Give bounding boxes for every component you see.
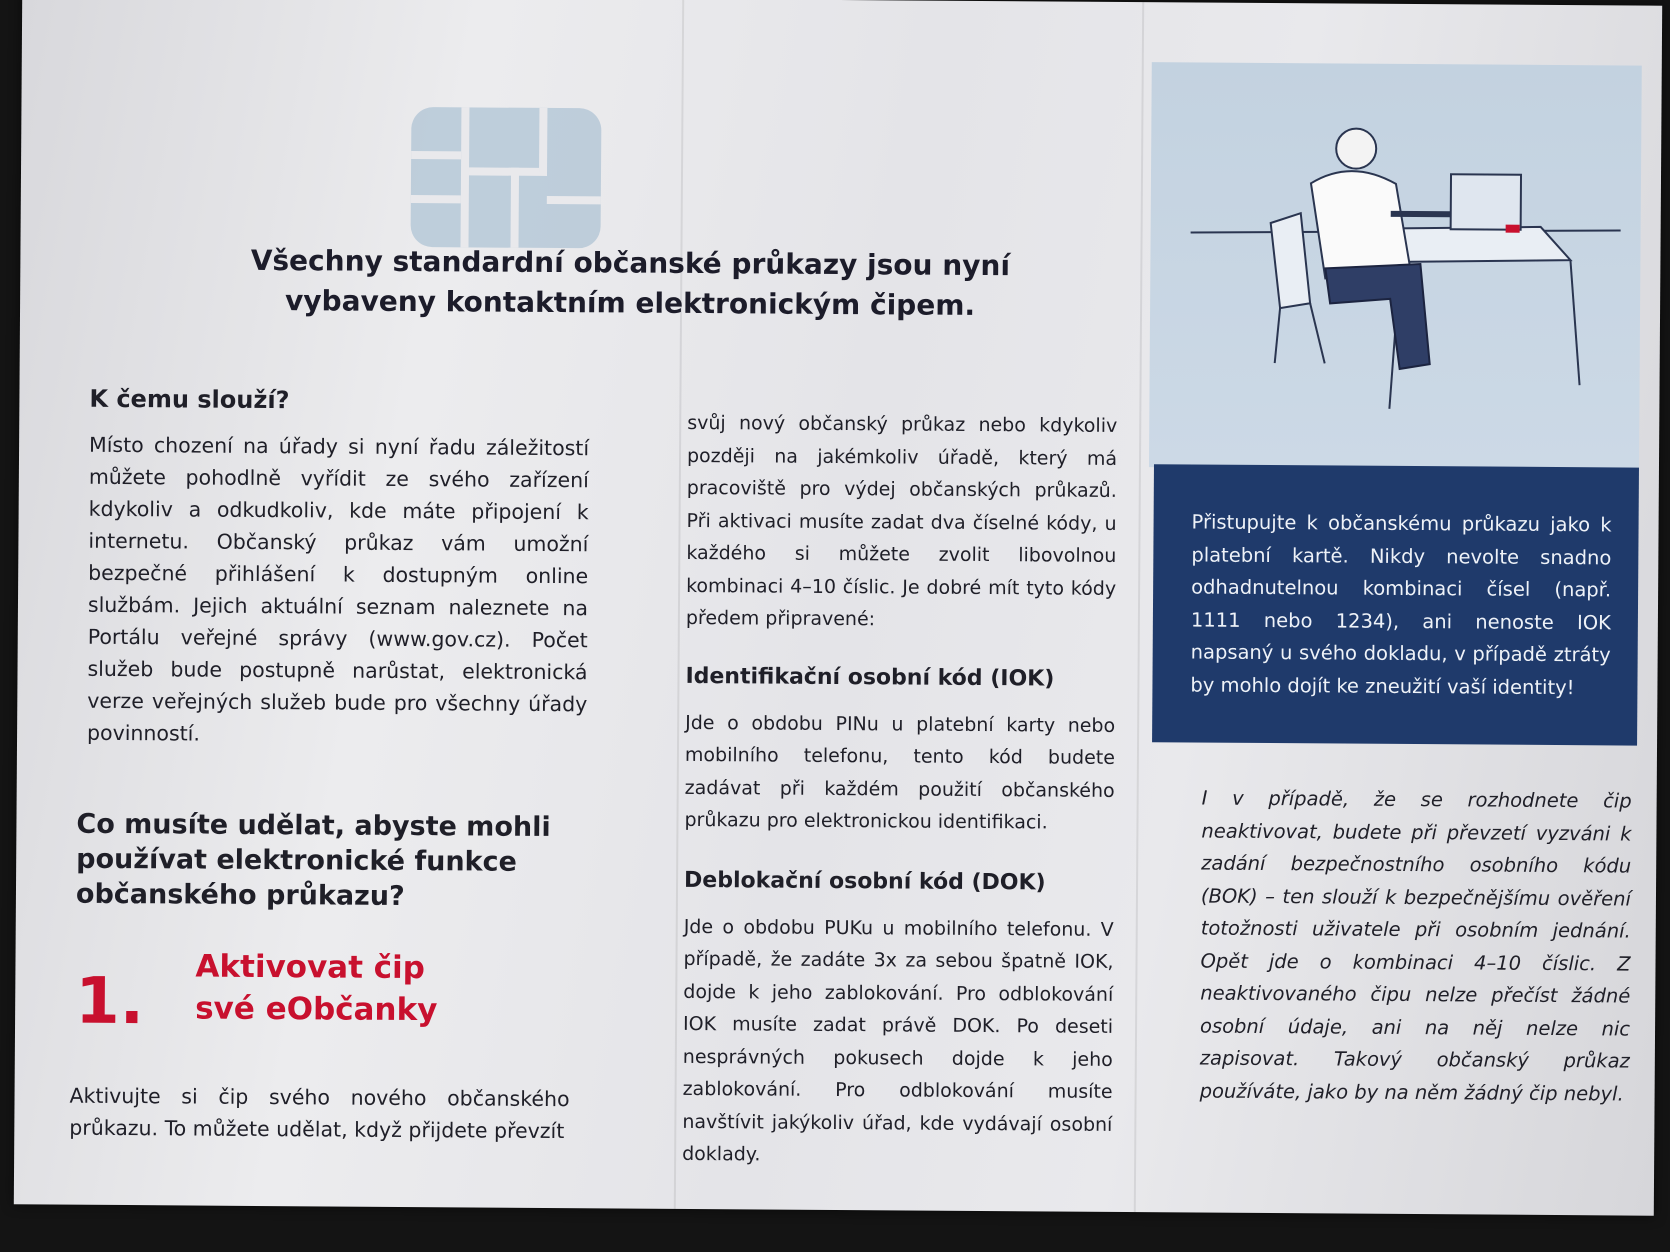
section-heading: K čemu slouží? [89, 384, 290, 415]
left-column [87, 383, 590, 752]
left-column-question [76, 807, 557, 915]
section-heading: Co musíte udělat, abyste mohli používat elektronické funkce občanského průkazu? [75, 808, 551, 912]
fold-line [1134, 2, 1144, 1212]
title-line: Všechny standardní občanské průkazy jsou nyní [250, 243, 1011, 283]
body-paragraph: Aktivujte si čip svého nového občanského průkazu. To můžete udělat, když přijdete převzít [69, 1083, 570, 1144]
body-paragraph: svůj nový občanský průkaz nebo kdykoliv později na jakémkoliv úřadě, který má pracoviště pro výdej občanských průkazů. Při aktivaci musíte zadat dva číselné kódy, u každého si můžete zvolit libovolnou kombinaci 4–10 číslic. Je dobré mít tyto kódy předem připravené: [685, 411, 1118, 631]
body-paragraph: Jde o obdobu PUKu u mobilního telefonu. V případě, že zadáte 3x za sebou špatně IOK, dojde k jeho zablokování. Pro odblokování IOK musíte zadat právě DOK. Po deseti nesprávných pokusech dojde k jeho zablokování. Pro odblokování musíte navštívit jakýkoliv úřad, kde vydávají osobní doklady. [682, 915, 1114, 1166]
body-paragraph: Jde o obdobu PINu u platební karty nebo mobilního telefonu, tento kód budete zadávat při každém použití občanského průkazu pro elektronickou identifikaci. [684, 711, 1116, 834]
section-heading: Deblokační osobní kód (DOK) [683, 867, 1046, 895]
leaflet-page [14, 0, 1662, 1216]
step-title [195, 946, 438, 1032]
step-title-line: své eObčanky [195, 990, 438, 1029]
chip-icon [410, 107, 601, 248]
body-paragraph: Místo chození na úřady si nyní řadu záležitostí můžete pohodlně vyřídit ze svého zařízení kdykoliv a odkudkoliv, kde máte připojení k internetu. Občanský průkaz vám umožní bezpečné přihlášení k dostupným online službám. Jejich aktuální seznam naleznete na Portálu veřejné správy (www.gov.cz). Počet služeb bude postupně narůstat, elektronická verze veřejných služeb bude pro všechny úřady povinností. [87, 432, 590, 746]
page-title [250, 241, 1011, 326]
step-title-line: Aktivovat čip [195, 948, 426, 987]
section-heading: Identifikační osobní kód (IOK) [685, 663, 1055, 692]
italic-note: I v případě, že se rozhodnete čip neaktivovat, budete při převzetí vyzváni k zadání bezpečnostního osobního kódu (BOK) – ten slouží k bezpečnějšímu ověření totožnosti uživatele při osobním jednání. Opět jde o kombinaci 4–10 číslic. Z neaktivovaného čipu nelze přečíst žádné osobní údaje, ani na něj nelze nic zapisovat. Takový občanský průkaz používáte, jako by na něm žádný čip nebyl. [1199, 786, 1632, 1105]
warning-box [1152, 464, 1639, 745]
step-block [75, 945, 496, 1058]
title-line: vybaveny kontaktním elektronickým čipem. [284, 284, 976, 322]
illustration-icon [1149, 62, 1642, 470]
left-column-bottom [69, 1080, 569, 1147]
middle-column [682, 407, 1117, 1173]
step-number: 1. [74, 964, 145, 1040]
warning-text: Přistupujte k občanskému průkazu jako k platební kartě. Nikdy nevolte snadno odhadnutelnou kombinaci čísel (např. 1111 nebo 1234), ani nenoste IOK napsaný u svého dokladu, v případě ztráty by mohlo dojít ke zneužití vaší identity! [1190, 510, 1612, 699]
illustration-man-at-desk [1149, 62, 1642, 470]
